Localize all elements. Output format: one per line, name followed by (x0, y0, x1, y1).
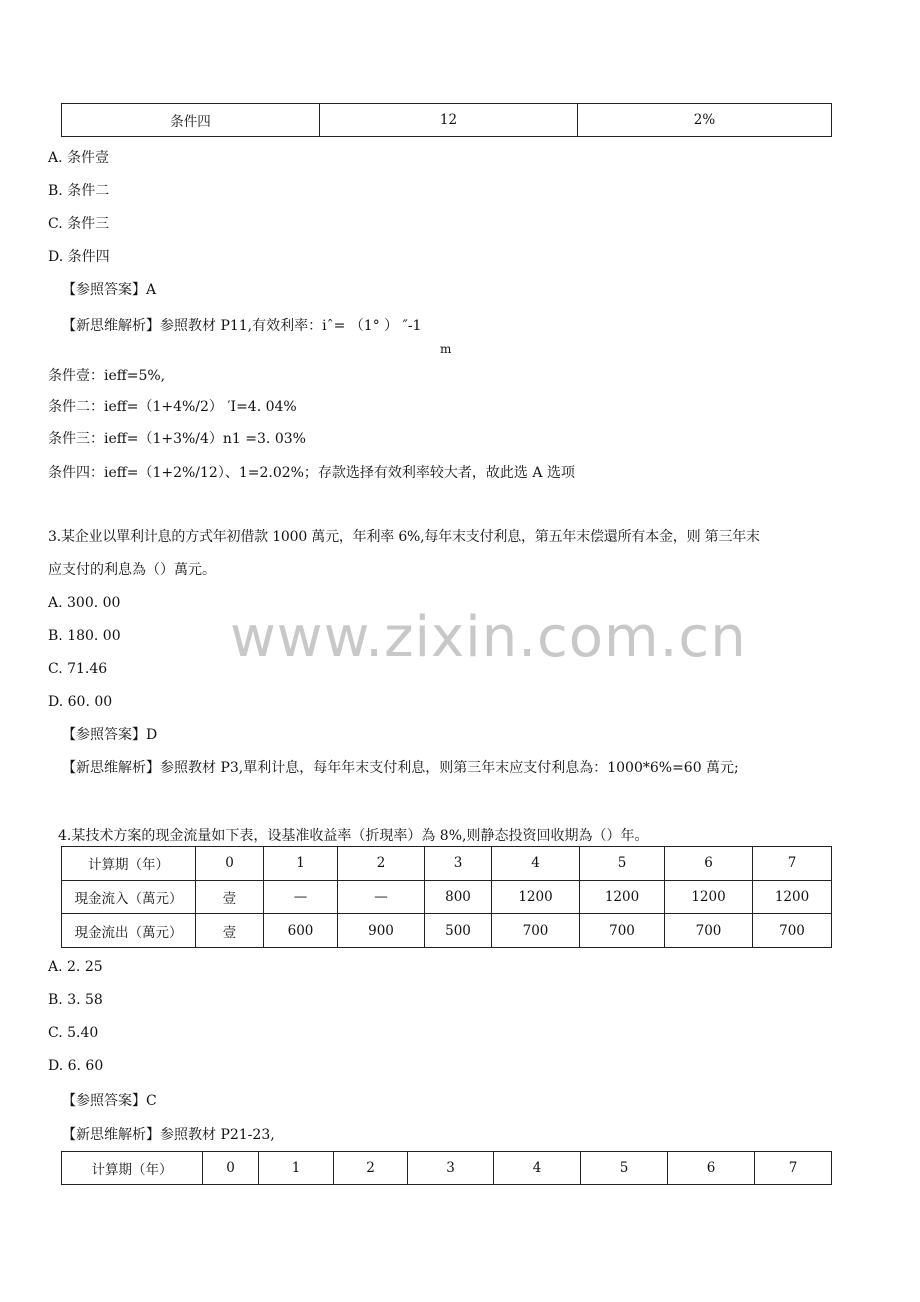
table-cell: 600 (264, 914, 338, 948)
table-header-row (62, 1152, 832, 1185)
option-a: A. 300. 00 (48, 595, 121, 611)
table-cell: 1200 (580, 880, 665, 914)
table-cell: 条件四 (62, 104, 320, 137)
calc-line: 条件二：ieff=（1+4%/2） ′I=4. 04% (48, 399, 297, 415)
table-row (62, 104, 832, 137)
option-c: C. 5.40 (48, 1025, 99, 1041)
option-d: D. 条件四 (48, 249, 110, 265)
table-cell: 700 (753, 914, 832, 948)
header-cell: 2 (338, 847, 425, 881)
analysis-text: 【新思维解析】参照教材 P21-23, (62, 1127, 275, 1143)
reference-answer: 【参照答案】D (62, 727, 158, 743)
header-cell: 4 (494, 1152, 581, 1185)
table-cell: 900 (338, 914, 425, 948)
table-cell: 2% (578, 104, 832, 137)
header-cell: 5 (580, 847, 665, 881)
table-cell: 1200 (753, 880, 832, 914)
reference-answer: 【参照答案】C (62, 1093, 157, 1109)
option-a: A. 条件壹 (48, 150, 110, 166)
table-cell: 1200 (665, 880, 753, 914)
option-c: C. 条件三 (48, 216, 110, 232)
option-d: D. 60. 00 (48, 694, 113, 710)
condition-table (61, 103, 832, 137)
table-cell: — (264, 880, 338, 914)
cashflow-table (61, 846, 832, 948)
header-cell: 3 (408, 1152, 494, 1185)
analysis-text: 【新思维解析】参照教材 P11,有效利率：iˆ= （1° ） ″-1 (62, 318, 422, 334)
option-b: B. 180. 00 (48, 628, 121, 644)
header-cell: 0 (196, 847, 264, 881)
option-b: B. 3. 58 (48, 992, 103, 1008)
header-cell: 0 (203, 1152, 259, 1185)
header-cell: 6 (665, 847, 753, 881)
table-cell: 12 (320, 104, 578, 137)
table-cell: 800 (425, 880, 492, 914)
table-cell: 現金流入（萬元） (62, 880, 196, 914)
option-c: C. 71.46 (48, 661, 108, 677)
table-cell: — (338, 880, 425, 914)
question-stem: 3.某企业以單利计息的方式年初借款 1000 萬元，年利率 6%,每年末支付利息，第五年末偿還所有本金，则 第三年末 (48, 529, 760, 545)
table-row (62, 880, 832, 914)
table-cell: 700 (492, 914, 580, 948)
watermark: www.zixin.com.cn (230, 605, 747, 670)
calc-line: 条件三：ieff=（1+3%/4）n1 =3. 03% (48, 431, 306, 447)
header-cell: 3 (425, 847, 492, 881)
header-cell: 6 (668, 1152, 755, 1185)
calc-line: 条件壹：ieff=5%, (48, 368, 166, 384)
header-cell: 5 (581, 1152, 668, 1185)
header-cell: 7 (753, 847, 832, 881)
question-stem: 应支付的利息為（）萬元。 (48, 562, 216, 578)
option-d: D. 6. 60 (48, 1058, 104, 1074)
reference-answer: 【参照答案】A (62, 282, 157, 298)
table-cell: 現金流出（萬元） (62, 914, 196, 948)
table-cell: 700 (580, 914, 665, 948)
header-cell: 计算期（年） (62, 1152, 203, 1185)
table-cell: 500 (425, 914, 492, 948)
formula-subscript: m (440, 342, 452, 356)
header-cell: 1 (259, 1152, 334, 1185)
header-cell: 计算期（年） (62, 847, 196, 881)
option-b: B. 条件二 (48, 183, 110, 199)
calc-line: 条件四：ieff=（1+2%/12）、1=2.02%；存款选择有效利率较大者，故此选 A 选项 (48, 465, 575, 481)
solution-table (61, 1151, 832, 1185)
header-cell: 2 (334, 1152, 408, 1185)
header-cell: 1 (264, 847, 338, 881)
table-row (62, 914, 832, 948)
table-cell: 700 (665, 914, 753, 948)
question-stem: 4.某技术方案的现金流量如下表，设基准收益率（折現率）為 8%,则静态投资回收期為（）年。 (58, 828, 649, 844)
header-cell: 7 (755, 1152, 832, 1185)
table-cell: 1200 (492, 880, 580, 914)
analysis-text: 【新思维解析】参照教材 P3,單利计息，每年年末支付利息，则第三年末应支付利息為：1000*6%=60 萬元; (62, 760, 739, 776)
table-cell: 壹 (196, 880, 264, 914)
table-cell: 壹 (196, 914, 264, 948)
table-header-row (62, 847, 832, 881)
header-cell: 4 (492, 847, 580, 881)
option-a: A. 2. 25 (48, 959, 103, 975)
